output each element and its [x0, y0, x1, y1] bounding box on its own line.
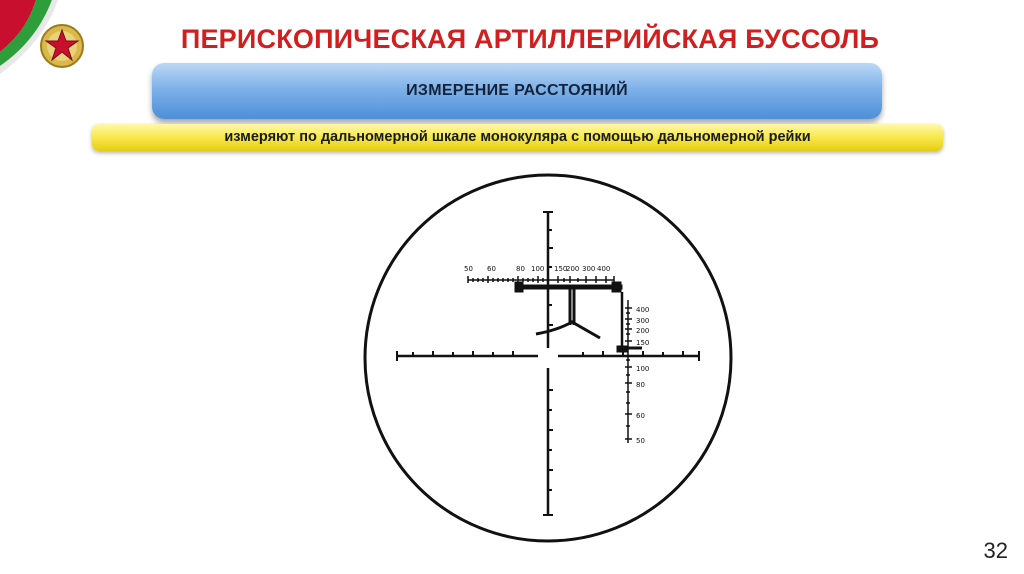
h-scale-label: 80	[516, 265, 525, 273]
v-scale-label: 300	[636, 317, 650, 325]
v-scale-label: 400	[636, 306, 650, 314]
v-scale-label: 150	[636, 339, 650, 347]
monocular-reticle-diagram	[360, 170, 740, 548]
v-scale-label: 60	[636, 412, 645, 420]
h-scale-label: 60	[487, 265, 496, 273]
section-banner: ИЗМЕРЕНИЕ РАССТОЯНИЙ	[152, 63, 882, 119]
h-scale-label: 150	[554, 265, 568, 273]
h-scale-label: 100	[531, 265, 545, 273]
h-scale-label: 50	[464, 265, 473, 273]
h-scale-label: 300	[582, 265, 596, 273]
v-scale-label: 200	[636, 327, 650, 335]
description-banner: измеряют по дальномерной шкале монокуляра с помощью дальномерной рейки	[92, 124, 943, 151]
h-scale-label: 200	[566, 265, 580, 273]
star-emblem-icon	[41, 25, 83, 67]
h-scale-label: 400	[597, 265, 611, 273]
slide-title: ПЕРИСКОПИЧЕСКАЯ АРТИЛЛЕРИЙСКАЯ БУССОЛЬ	[180, 24, 880, 54]
v-scale-label: 80	[636, 381, 645, 389]
page-number: 32	[983, 538, 1008, 563]
v-scale-label: 100	[636, 365, 650, 373]
flag-emblem-icon	[0, 0, 110, 80]
v-scale-label: 50	[636, 437, 645, 445]
